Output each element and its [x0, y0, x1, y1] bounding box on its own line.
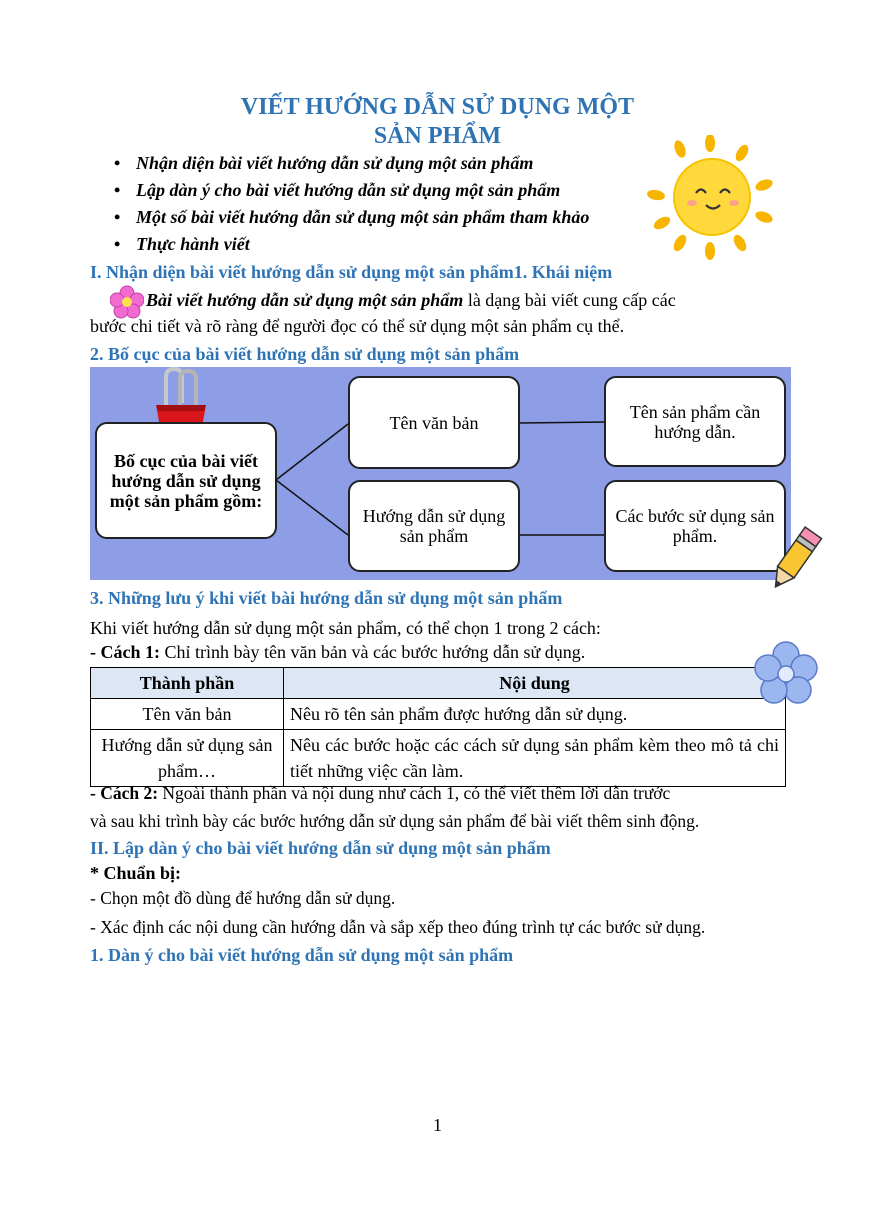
outline-subheading: 1. Dàn ý cho bài viết hướng dẫn sử dụng một sản phẩm: [90, 945, 514, 965]
cach2-label: - Cách 2:: [90, 783, 159, 803]
section4-heading: II. Lập dàn ý cho bài viết hướng dẫn sử dụng một sản phẩm: [90, 838, 551, 858]
paperclip-icon: [152, 367, 212, 429]
objectives-list: [112, 150, 589, 258]
section2-heading: 2. Bố cục của bài viết hướng dẫn sử dụng một sản phẩm: [90, 344, 520, 364]
table-cell: Tên văn bản: [91, 699, 284, 730]
objective-item: • Lập dàn ý cho bài viết hướng dẫn sử dụng một sản phẩm: [112, 177, 589, 204]
components-table: [90, 667, 786, 787]
objective-item: • Nhận diện bài viết hướng dẫn sử dụng một sản phẩm: [112, 150, 589, 177]
concept-text-1: là dạng bài viết cung cấp các: [463, 290, 676, 310]
table-cell: Nêu các bước hoặc các cách sử dụng sản phẩm kèm theo mô tả chi tiết những việc cần làm.: [284, 730, 786, 787]
pencil-icon: [765, 523, 825, 595]
page-title-line1: VIẾT HƯỚNG DẪN SỬ DỤNG MỘT: [240, 94, 635, 120]
diagram-box-product-name: Tên sản phẩm cần hướng dẫn.: [604, 376, 786, 467]
table-header-content: Nội dung: [284, 668, 786, 699]
concept-paragraph: [90, 287, 790, 313]
concept-text-2: bước chi tiết và rõ ràng để người đọc có thể sử dụng một sản phẩm cụ thể.: [90, 316, 625, 336]
concept-term: Bài viết hướng dẫn sử dụng một sản phẩm: [146, 290, 464, 310]
diagram-box-usage-steps: Các bước sử dụng sản phẩm.: [604, 480, 786, 572]
cach1-line: [90, 641, 585, 663]
prep-item-1: - Chọn một đồ dùng để hướng dẫn sử dụng.: [90, 888, 396, 908]
prep-item-2: - Xác định các nội dung cần hướng dẫn và sắp xếp theo đúng trình tự các bước sử dụng.: [90, 917, 706, 937]
table-header-component: Thành phần: [91, 668, 284, 699]
cach2-line-1: [90, 782, 670, 804]
table-cell: Nêu rõ tên sản phẩm được hướng dẫn sử dụng.: [284, 699, 786, 730]
prep-label: * Chuẩn bị:: [90, 863, 182, 883]
diagram-box-document-name: Tên văn bản: [348, 376, 520, 469]
section1-heading: I. Nhận diện bài viết hướng dẫn sử dụng một sản phẩm1. Khái niệm: [90, 262, 613, 282]
structure-diagram: [90, 367, 791, 580]
cach2-text-2: và sau khi trình bày các bước hướng dẫn sử dụng sản phẩm để bài viết thêm sinh động.: [90, 811, 700, 831]
cach2-text-1: Ngoài thành phần và nội dung như cách 1, có thể viết thêm lời dẫn trước: [158, 783, 671, 803]
table-row: [91, 730, 786, 787]
diagram-center-box: Bố cục của bài viết hướng dẫn sử dụng một sản phẩm gồm:: [95, 422, 277, 539]
page-title-line2: SẢN PHẨM: [373, 123, 502, 149]
blue-flower-icon: [752, 640, 820, 708]
section3-intro: Khi viết hướng dẫn sử dụng một sản phẩm, có thể chọn 1 trong 2 cách:: [90, 618, 601, 638]
section3-heading: 3. Những lưu ý khi viết bài hướng dẫn sử dụng một sản phẩm: [90, 588, 563, 608]
diagram-box-usage-guide: Hướng dẫn sử dụng sản phẩm: [348, 480, 520, 572]
cach1-text: Chỉ trình bày tên văn bản và các bước hướng dẫn sử dụng.: [160, 642, 586, 662]
table-header-row: [91, 668, 786, 699]
table-row: [91, 699, 786, 730]
objective-item: • Một số bài viết hướng dẫn sử dụng một sản phẩm tham khảo: [112, 204, 589, 231]
table-cell: Hướng dẫn sử dụng sản phẩm…: [91, 730, 284, 787]
cach1-label: - Cách 1:: [90, 642, 160, 662]
page-number: 1: [433, 1115, 442, 1135]
objective-item: • Thực hành viết: [112, 231, 589, 258]
sun-icon: [640, 135, 780, 260]
